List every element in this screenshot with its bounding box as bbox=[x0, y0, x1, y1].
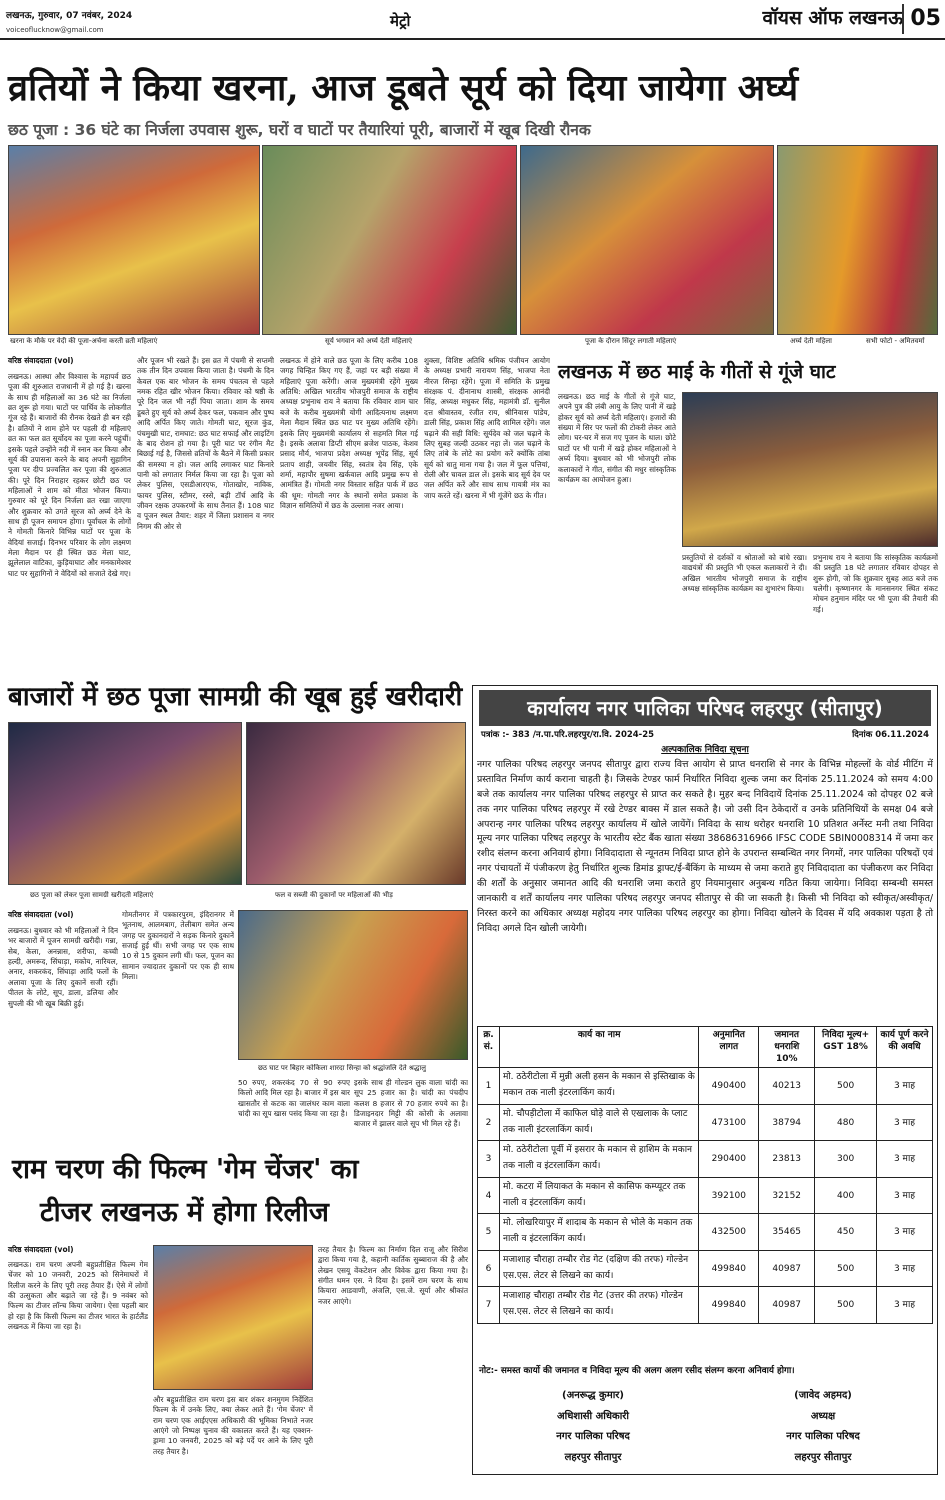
cell-period: 3 माह bbox=[877, 1250, 933, 1287]
article-column: तरह तैयार है। फिल्म का निर्माण दिल राजू और सिरीश द्वारा किया गया है, कहानी कार्तिक सुब्बाराज की है और लेखन एसयू वेंकटेशन और विवेक द्वारा किया गया है। संगीत थमन एस. ने दिया है। इसमें राम चरण के साथ कियारा आडवाणी, अंजलि, एस.जे. सूर्या और श्रीकांत नजर आएंगे। bbox=[318, 1245, 468, 1306]
signatory-title: अध्यक्ष bbox=[810, 1410, 836, 1422]
photo-market-shopping bbox=[8, 722, 242, 885]
col-header: कार्य पूर्ण करने की अवधि bbox=[877, 1027, 933, 1068]
photo-caption: छठ पूजा को लेकर पूजा सामग्री खरीदती महिलाएं bbox=[30, 891, 154, 899]
byline: वरिष्ठ संवाददाता (vol) bbox=[8, 1245, 74, 1254]
col-header: कार्य का नाम bbox=[499, 1027, 698, 1068]
cell-fee: 500 bbox=[815, 1068, 877, 1105]
col-header: क्र. सं. bbox=[478, 1027, 500, 1068]
cell-work: मो. लोखरियापुर में शादाब के मकान से भोले के मकान तक नाली व इंटरलाकिंग कार्य। bbox=[499, 1214, 698, 1251]
photo-kharna-puja bbox=[8, 145, 260, 335]
cell-deposit: 40987 bbox=[759, 1287, 815, 1324]
main-headline: व्रतियों ने किया खरना, आज डूबते सूर्य को दिया जायेगा अर्घ्य bbox=[8, 67, 799, 109]
col-header: निविदा मूल्य+ GST 18% bbox=[815, 1027, 877, 1068]
photo-caption: फल व सब्जी की दुकानों पर महिलाओं की भीड़ bbox=[275, 891, 393, 899]
article-column: शुक्ला, विशिष्ट अतिथि श्रमिक पंजीयन आयोग के अध्यक्ष प्रभारी नारायण सिंह, भाजपा नेता नीरज सिन्हा रहेंगे। पूजा में समिति के प्रमुख संरक्षक पं. दीनानाथ शास्त्री, संरक्षक आनंदी सिंह, अध्यक्ष मधुकर सिंह, महामंत्री डॉ. सुनील दत्त श्रीवास्तव, रंजीत राय, श्रीनिवास पांडेय, डाली सिंह, प्रकाश सिंह आदि शामिल रहेंगे। जल चढ़ाने की सही विधि: सूर्यदेव को जल चढ़ाने के लिए सुबह जल्दी उठकर नहा लें। जल चढ़ाने के लिए तांबे के लोटे का प्रयोग करें क्योंकि तांबा सूर्य को धातु माना गया है। जल में फूल पत्तियां, रोली और चावल डाल लें। इसके बाद सूर्य देव पर जल अर्पित करें और साथ साथ गायत्री मंत्र का जाप करते रहें। खरना में भी गूंजेंगे छठ के गीत। bbox=[424, 356, 550, 500]
ghat-headline: लखनऊ में छठ माई के गीतों से गूंजे घाट bbox=[558, 361, 836, 383]
cell-period: 3 माह bbox=[877, 1141, 933, 1178]
tender-notice bbox=[472, 685, 938, 1475]
signatory-name: (अनरूद्ध कुमार) bbox=[562, 1390, 624, 1401]
photo-woman-arghya bbox=[777, 145, 938, 335]
notice-body: नगर पालिका परिषद लहरपुर जनपद सीतापुर द्वारा राज्य वित्त आयोग से प्राप्त धनराशि से नगर के विभिन्न मोहल्लों के वोर्ड मीटिंग में प्रस्तावित निर्माण कार्य कराना चाहती है। जिसके टेण्डर फार्म निर्धारित निविदा शुल्क जमा कर दिनांक 25.11.2024 को समय 4:00 बजे तक कार्यालय नगर पालिका परिषद लहरपुर से प्राप्त कर सकते है। मुहर बन्द निविदायें दिनांक 25.11.2024 को दोपहर 02 बजे तक नगर पालिका परिषद लहरपुर में रखे टेण्डर बाक्स में डाल सकते है। जो उसी दिन ठेकेदारों व उनके प्रतिनिधियों के समक्ष 04 बजे अपरान्ह नगर पालिका परिषद लहरपुर कार्यालय में खोले जायेंगें। निविदा के साथ धरोहर धनराशि 10 प्रतिशत अर्नेस्ट मनी तथा निविदा मूल्य नगर पालिका परिषद लहरपुर के भारतीय स्टेट बैंक खाता संख्या 38686316966 IFSC CODE SBIN0008314 में जमा कर रशीद संलग्न करना अनिवार्य होगा। निविदादाता से न्यूनतम निविदा प्राप्त होने के उपरान्त सम्बन्धित नगर निगमों, नगर पालिका परिषदों एवं नगर पंचायतों में पंजीकरण हेतु निर्धारित शुल्क डिमांड ड्राफ्ट/ई-बैंकिंग के माध्यम से जमा कराते हुए निविदादाता का पंजीकरण कर निविदा की शर्तों के अनुसार जमानत आदि की धनराशि जमा कराते हुए नियमानुसार अनुबन्ध गठित किया जायेगा। निविदा सम्बन्धी समस्त जानकारी व शर्तें कार्यालय नगर पालिका परिषद लहरपुर जनपद सीतापुर से की जा सकती है। किसी भी निविदा को स्वीकृत/अस्वीकृत/निरस्त करने का अधिकार अध्यक्ष महोदय नगर पालिका परिषद लहरपुर का होगा। निविदा खोलने के दिवस में यदि अवकाश पड़ता है तो निविदा अगले दिन खोली जायेगी। bbox=[477, 759, 933, 934]
byline: वरिष्ठ संवाददाता (vol) bbox=[8, 356, 74, 365]
cell-fee: 480 bbox=[815, 1104, 877, 1141]
cell-sn: 7 bbox=[478, 1287, 500, 1324]
cell-cost: 290400 bbox=[699, 1141, 759, 1178]
cell-work: मजाशाह चौराहा तम्बौर रोड गेट (दक्षिण की तरफ) गोल्डेन एस.एस. लेटर से लिखने का कार्य। bbox=[499, 1250, 698, 1287]
article-column: इसके साथ ही गोल्डन लुक वाला चांदी का सूप 25 हजार का है। चांदी का पंचदीप कलश 8 हजार से 70 हजार रुपये का है। डिजाइनदार मिट्टी की कोसी के अलावा बाजार में झालर वाले सूप भी मिल रहे हैं। bbox=[354, 1078, 468, 1129]
cell-fee: 450 bbox=[815, 1214, 877, 1251]
signatory-title: अधिशासी अधिकारी bbox=[557, 1410, 629, 1422]
table-row bbox=[478, 1214, 933, 1251]
article-column: लखनऊ। आस्था और विश्वास के महापर्व छठ पूजा की शुरुआत राजधानी में हो गई है। खरना के साथ ही महिलाओं का 36 घंटे का निर्जला व्रत शुरू हो गया। घाटों पर पार्थिव के लोकगीत गूंज रहे हैं। बाजारों की रौनक देखते ही बन रही है। व्रतियों ने शाम होने पर पहली दी महिलाएं व्रत का फल व्रत सूर्योदय का पूजा करने पहुंचीं। इसके पहले उन्होंने नदी में स्नान कर किया और सूर्य की उपासना करने के बाद अपनी सुहागिन पूजा पर दीप प्रज्वलित कर पूजा की शुरुआत की। पूरे दिन निराहार रहकर छोटी छठ पर महिलाओं ने शाम को मीठा भोजन किया। गुरुवार को पूरे दिन निर्जला व्रत रखा जाएगा और शुक्रवार को उगते सूरज को अर्घ्य देने के साथ ही पूजन समापन होगा। पूर्वांचल के लोगों ने गोमती किनारे विभिन्न घाटों पर पूजा के वेदियां सजाई। दिनभर परिवार के लोग लक्ष्मण मेला मैदान पर ही स्थित छठ मेला घाट, झूलेलाल वाटिका, कुड़ियाघाट और मनकामेश्वर घाट पर सुहागिनों ने वेदियों को सजाते देखे गए। bbox=[8, 372, 131, 578]
cell-deposit: 40213 bbox=[759, 1068, 815, 1105]
article-column: गोमतीनगर में पत्रकारपुरम, इंदिरानगर में भूतनाथ, आलमबाग, तेलीबाग समेत अन्य जगह पर दुकानदारों ने सड़क किनारे दुकानें सजाई हुई थीं। सभी जगह पर एक साथ 10 से 15 दुकान लगी थीं। फल, पूजन का सामान ज्यादातर दुकानों पर एक ही साथ मिला। bbox=[122, 910, 234, 982]
signature-right bbox=[723, 1386, 923, 1468]
page-number: 05 bbox=[902, 4, 941, 34]
contact-email[interactable]: voiceoflucknow@gmail.com bbox=[6, 26, 104, 34]
table-row bbox=[478, 1068, 933, 1105]
photo-film-poster bbox=[153, 1245, 313, 1390]
signature-left bbox=[493, 1386, 693, 1468]
cell-sn: 2 bbox=[478, 1104, 500, 1141]
photo-caption: खरना के मौके पर वेदी की पूजा-अर्चना करती व्रती महिलाएं bbox=[10, 337, 158, 345]
col-header: जमानत धनराशि 10% bbox=[759, 1027, 815, 1068]
cell-work: मो. ठठेरीटोला पूर्वी में इसरार के मकान से हाशिम के मकान तक नाली व इंटरलाकिंग कार्य। bbox=[499, 1141, 698, 1178]
cell-cost: 392100 bbox=[699, 1177, 759, 1214]
notice-title: अल्पकालिक निविदा सूचना bbox=[661, 745, 749, 755]
cell-fee: 500 bbox=[815, 1287, 877, 1324]
photo-caption: पूजा के दौरान सिंदूर लगाती महिलाएं bbox=[585, 337, 677, 345]
cell-cost: 432500 bbox=[699, 1214, 759, 1251]
photo-sindoor bbox=[520, 145, 774, 335]
main-subheadline: छठ पूजा : 36 घंटे का निर्जला उपवास शुरू, घरों व घाटों पर तैयारियां पूरी, बाजारों में खूब दिखी रौनक bbox=[8, 121, 591, 139]
section-label: मेट्रो bbox=[390, 12, 411, 30]
film-headline-line1: राम चरण की फिल्म 'गेम चेंजर' का bbox=[12, 1154, 359, 1185]
table-row bbox=[478, 1141, 933, 1178]
cell-fee: 500 bbox=[815, 1250, 877, 1287]
cell-fee: 300 bbox=[815, 1141, 877, 1178]
photo-credit: सभी फोटो - अमितवर्मा bbox=[866, 337, 925, 345]
cell-work: मजाशाह चौराहा तम्बौर रोड गेट (उत्तर की तरफ) गोल्डेन एस.एस. लेटर से लिखने का कार्य। bbox=[499, 1287, 698, 1324]
cell-cost: 490400 bbox=[699, 1068, 759, 1105]
table-row bbox=[478, 1250, 933, 1287]
cell-period: 3 माह bbox=[877, 1287, 933, 1324]
article-column: प्रस्तुतियों से दर्शकों व श्रोताओं को बांधे रखा। वाद्ययंत्रों की प्रस्तुति भी एकल कलाकारों ने दी। अखिल भारतीय भोजपुरी समाज के राष्ट्रीय अध्यक्ष सांस्कृतिक कार्यक्रम का शुभारंभ किया। bbox=[682, 553, 807, 594]
cell-sn: 6 bbox=[478, 1250, 500, 1287]
cell-sn: 3 bbox=[478, 1141, 500, 1178]
film-headline-line2: टीजर लखनऊ में होगा रिलीज bbox=[40, 1197, 329, 1228]
market-headline: बाजारों में छठ पूजा सामग्री की खूब हुई खरीदारी bbox=[8, 682, 463, 712]
table-header-row bbox=[478, 1027, 933, 1068]
cell-sn: 5 bbox=[478, 1214, 500, 1251]
article-column: लखनऊ। बुधवार को भी महिलाओं ने दिन भर बाजारों में पूजन सामग्री खरीदी। गन्ना, सेब, केला, अनन्नास, शरीफा, कच्ची हल्दी, अमरूद, सिंघाड़ा, मकोय, नारियल, अनार, शकरकंद, सिंघाड़ा आदि फलों के अलावा पूजा के लिए दुकानें सजी रहीं। पीतल के लोटे, सूप, डाला, डलिया और सुपली की भी खूब बिक्री हुई। bbox=[8, 926, 118, 1008]
cell-period: 3 माह bbox=[877, 1068, 933, 1105]
cell-cost: 499840 bbox=[699, 1250, 759, 1287]
cell-deposit: 35465 bbox=[759, 1214, 815, 1251]
photo-arghya bbox=[262, 145, 517, 335]
article-column: प्रभुनाथ राय ने बताया कि सांस्कृतिक कार्यक्रमों की प्रस्तुति 18 घंटे लगातार रविवार दोपहर से शुरू होगी, जो कि शुक्रवार सुबह आठ बजे तक चलेगी। कृष्णानगर के मानसनगर स्थित संकट मोचन हनुमान मंदिर पर भी पूजा की तैयारी की गई। bbox=[813, 553, 938, 614]
signatory-office: नगर पालिका परिषद bbox=[556, 1431, 630, 1442]
table-row bbox=[478, 1177, 933, 1214]
signatory-office: नगर पालिका परिषद bbox=[786, 1431, 860, 1442]
notice-date: दिनांक 06.11.2024 bbox=[852, 730, 929, 740]
photo-fruit-stalls bbox=[246, 722, 466, 885]
notice-note: नोट:- समस्त कार्यो की जमानत व निविदा मूल्य की अलग अलग रसीद संलग्न करना अनिवार्य होगा। bbox=[479, 1366, 795, 1376]
cell-cost: 499840 bbox=[699, 1287, 759, 1324]
cell-fee: 400 bbox=[815, 1177, 877, 1214]
article-column: और बहुप्रतीक्षित राम चरण इस बार शंकर शनमुगम निर्देशित फिल्म के में उनके लिए, क्या लेकर आते हैं। 'गेम चेंजर' में राम चरण एक आईएएस अधिकारी की भूमिका निभाते नजर आएंगे जो निष्पक्ष चुनाव की वकालत करते हैं। यह एक्शन-ड्रामा 10 जनवरी, 2025 को बड़े पर्दे पर आने के लिए पूरी तरह तैयार है। bbox=[153, 1395, 313, 1456]
cell-work: मो. ठठेरीटोला में मुन्नी अली हसन के मकान से इस्तिखाक के मकान तक नाली इंटरलाकिंग कार्य। bbox=[499, 1068, 698, 1105]
notice-ref: पत्रांक :- 383 /न.पा.परि.लहरपुर/रा.वि. 2024-25 bbox=[481, 730, 655, 740]
col-header: अनुमानित लागत bbox=[699, 1027, 759, 1068]
signatory-place: लहरपुर सीतापुर bbox=[794, 1451, 852, 1463]
article-column: लखनऊ। राम चरण अपनी बहुप्रतीक्षित फिल्म गेम चेंजर को 10 जनवरी, 2025 को सिनेमाघरों में रिलीज करने के लिए पूरी तरह तैयार हैं। ऐसे में लोगों की उत्सुकता और बढ़ाते जा रहे हैं। 9 नवंबर को फिल्म का टीजर लॉन्च किया जायेगा। ऐसा पहली बार हो रहा है कि किसी फिल्म का टीजर भारत के हार्टलैंड लखनऊ में किया जा रहा है। bbox=[8, 1260, 148, 1332]
byline: वरिष्ठ संवाददाता (vol) bbox=[8, 910, 74, 919]
notice-header: कार्यालय नगर पालिका परिषद लहरपुर (सीतापुर) bbox=[479, 690, 931, 726]
cell-sn: 4 bbox=[478, 1177, 500, 1214]
masthead: वॉयस ऑफ लखनऊ bbox=[762, 7, 903, 29]
cell-deposit: 40987 bbox=[759, 1250, 815, 1287]
issue-date: लखनऊ, गुरुवार, 07 नवंबर, 2024 bbox=[6, 11, 133, 21]
photo-tribute bbox=[238, 910, 468, 1060]
photo-caption: छठ घाट पर बिहार कोकिला शारदा सिन्हा को श्रद्धांजलि देते श्रद्धालु bbox=[258, 1064, 426, 1072]
table-row bbox=[478, 1104, 933, 1141]
signatory-name: (जावेद अहमद) bbox=[794, 1390, 852, 1401]
cell-work: मो. कटरा में लियाकत के मकान से कासिफ कम्प्यूटर तक नाली व इंटरलाकिंग कार्य। bbox=[499, 1177, 698, 1214]
cell-period: 3 माह bbox=[877, 1214, 933, 1251]
cell-deposit: 38794 bbox=[759, 1104, 815, 1141]
cell-work: मो. चौपड़ीटोला में काफिल घोड़े वाले से एखलाक के प्लाट तक नाली इंटरलाकिंग कार्य। bbox=[499, 1104, 698, 1141]
cell-sn: 1 bbox=[478, 1068, 500, 1105]
article-column: लखनऊ। छठ माई के गीतों से गूंजे घाट, अपने पुत्र की लंबी आयु के लिए पानी में खड़े होकर सूर्य को अर्घ्य देती महिलाएं। हजारों की संख्या में सिर पर फलों की टोकरी लेकर आते लोग। घर-घर में सज गए पूजन के थाल। छोटे घाटों पर भी पानी में खड़े होकर महिलाओं ने अर्घ्य दिया। बुधवार को भी भोजपुरी लोक कलाकारों ने गीत, संगीत की मधुर सांस्कृतिक कार्यक्रम का आयोजन हुआ। bbox=[558, 392, 676, 484]
cell-period: 3 माह bbox=[877, 1104, 933, 1141]
photo-caption: अर्घ्य देती महिला bbox=[790, 337, 832, 345]
signatory-place: लहरपुर सीतापुर bbox=[564, 1451, 622, 1463]
tender-table bbox=[477, 1026, 933, 1324]
cell-deposit: 23813 bbox=[759, 1141, 815, 1178]
article-column: और पूजन भी रखते हैं। इस व्रत में पंचमी से सप्तमी तक तीन दिन उपवास किया जाता है। पंचमी के दिन केवल एक बार भोजन के समय पंचतत्व से पहले नमक रहित खीर भोजन किया। रविवार को षष्ठी के पूरे दिन जल भी नहीं पिया जाता। शाम के समय डूबते हुए सूर्य को अर्घ्य देकर फल, पकवान और पुष्प आदि अर्पित किए जाते। गोमती घाट, सूरज कुंड, पंचमुखी घाट, रामघाट: छठ घाट सफाई और लाइटिंग के बाद रोशन हो गया है। पूरी घाट पर रंगीन मैट बिछाई गई है, जिससे व्रतियों के बैठने में किसी प्रकार की समस्या न हो। जल आदि लगाकर घाट किनारे पानी को लगातार निर्मल किया जा रहा है। पूजा को लेकर पुलिस, एसडीआरएफ, गोताखोर, नाविक, फायर पुलिस, स्टीमर, रस्से, बड़ी टॉर्च आदि के जीवन रक्षक उपकरणों के साथ तैनात हैं। 108 घाट व पूजन स्थल तैयार: शहर में जिला प्रशासन व नगर निगम की ओर से bbox=[137, 356, 274, 531]
article-column: लखनऊ में होने वाले छठ पूजा के लिए करीब 108 जगह चिन्हित किए गए हैं, जहां पर बड़ी संख्या में महिलाएं पूजा करेंगी। आज मुख्यमंत्री रहेंगे मुख्य अतिथि: अखिल भारतीय भोजपुरी समाज के राष्ट्रीय अध्यक्ष प्रभुनाथ राय ने बताया कि रविवार शाम चार बजे के करीब मुख्यमंत्री योगी आदित्यनाथ लक्ष्मण मेला मैदान स्थित छठ घाट पर मुख्य अतिथि रहेंगे। इसके लिए मुख्यमंत्री कार्यालय से सहमति मिल गई है। इसके अलावा डिप्टी सीएम ब्रजेश पाठक, केशव प्रसाद मौर्य, भाजपा प्रदेश अध्यक्ष भूपेंद्र सिंह, सूर्य प्रताप शाही, जयवीर सिंह, स्वतंत्र देव सिंह, एके शर्मा, महापौर सुषमा खर्कवाल आदि प्रमुख रूप से आमंत्रित हैं। गोमती नगर विस्तार सहित पार्क में छठ की धूम: गोमती नगर के स्थानों समेत प्रकाश के विज्ञान समितियों में छठ के उल्लास नजर आया। bbox=[280, 356, 418, 511]
article-column: 50 रुपए, शकरकंद 70 से 90 रुपए किलो आदि मिल रहा है। बाजार में इस बार खासतौर से कटक का जालंधर काम वाला चांदी का सूप खास पसंद किया जा रहा है। bbox=[238, 1078, 350, 1119]
photo-folk-singers bbox=[682, 392, 938, 547]
cell-deposit: 32152 bbox=[759, 1177, 815, 1214]
cell-period: 3 माह bbox=[877, 1177, 933, 1214]
photo-caption: सूर्य भगवान को अर्घ्य देती महिलाएं bbox=[325, 337, 412, 345]
table-row bbox=[478, 1287, 933, 1324]
cell-cost: 473100 bbox=[699, 1104, 759, 1141]
